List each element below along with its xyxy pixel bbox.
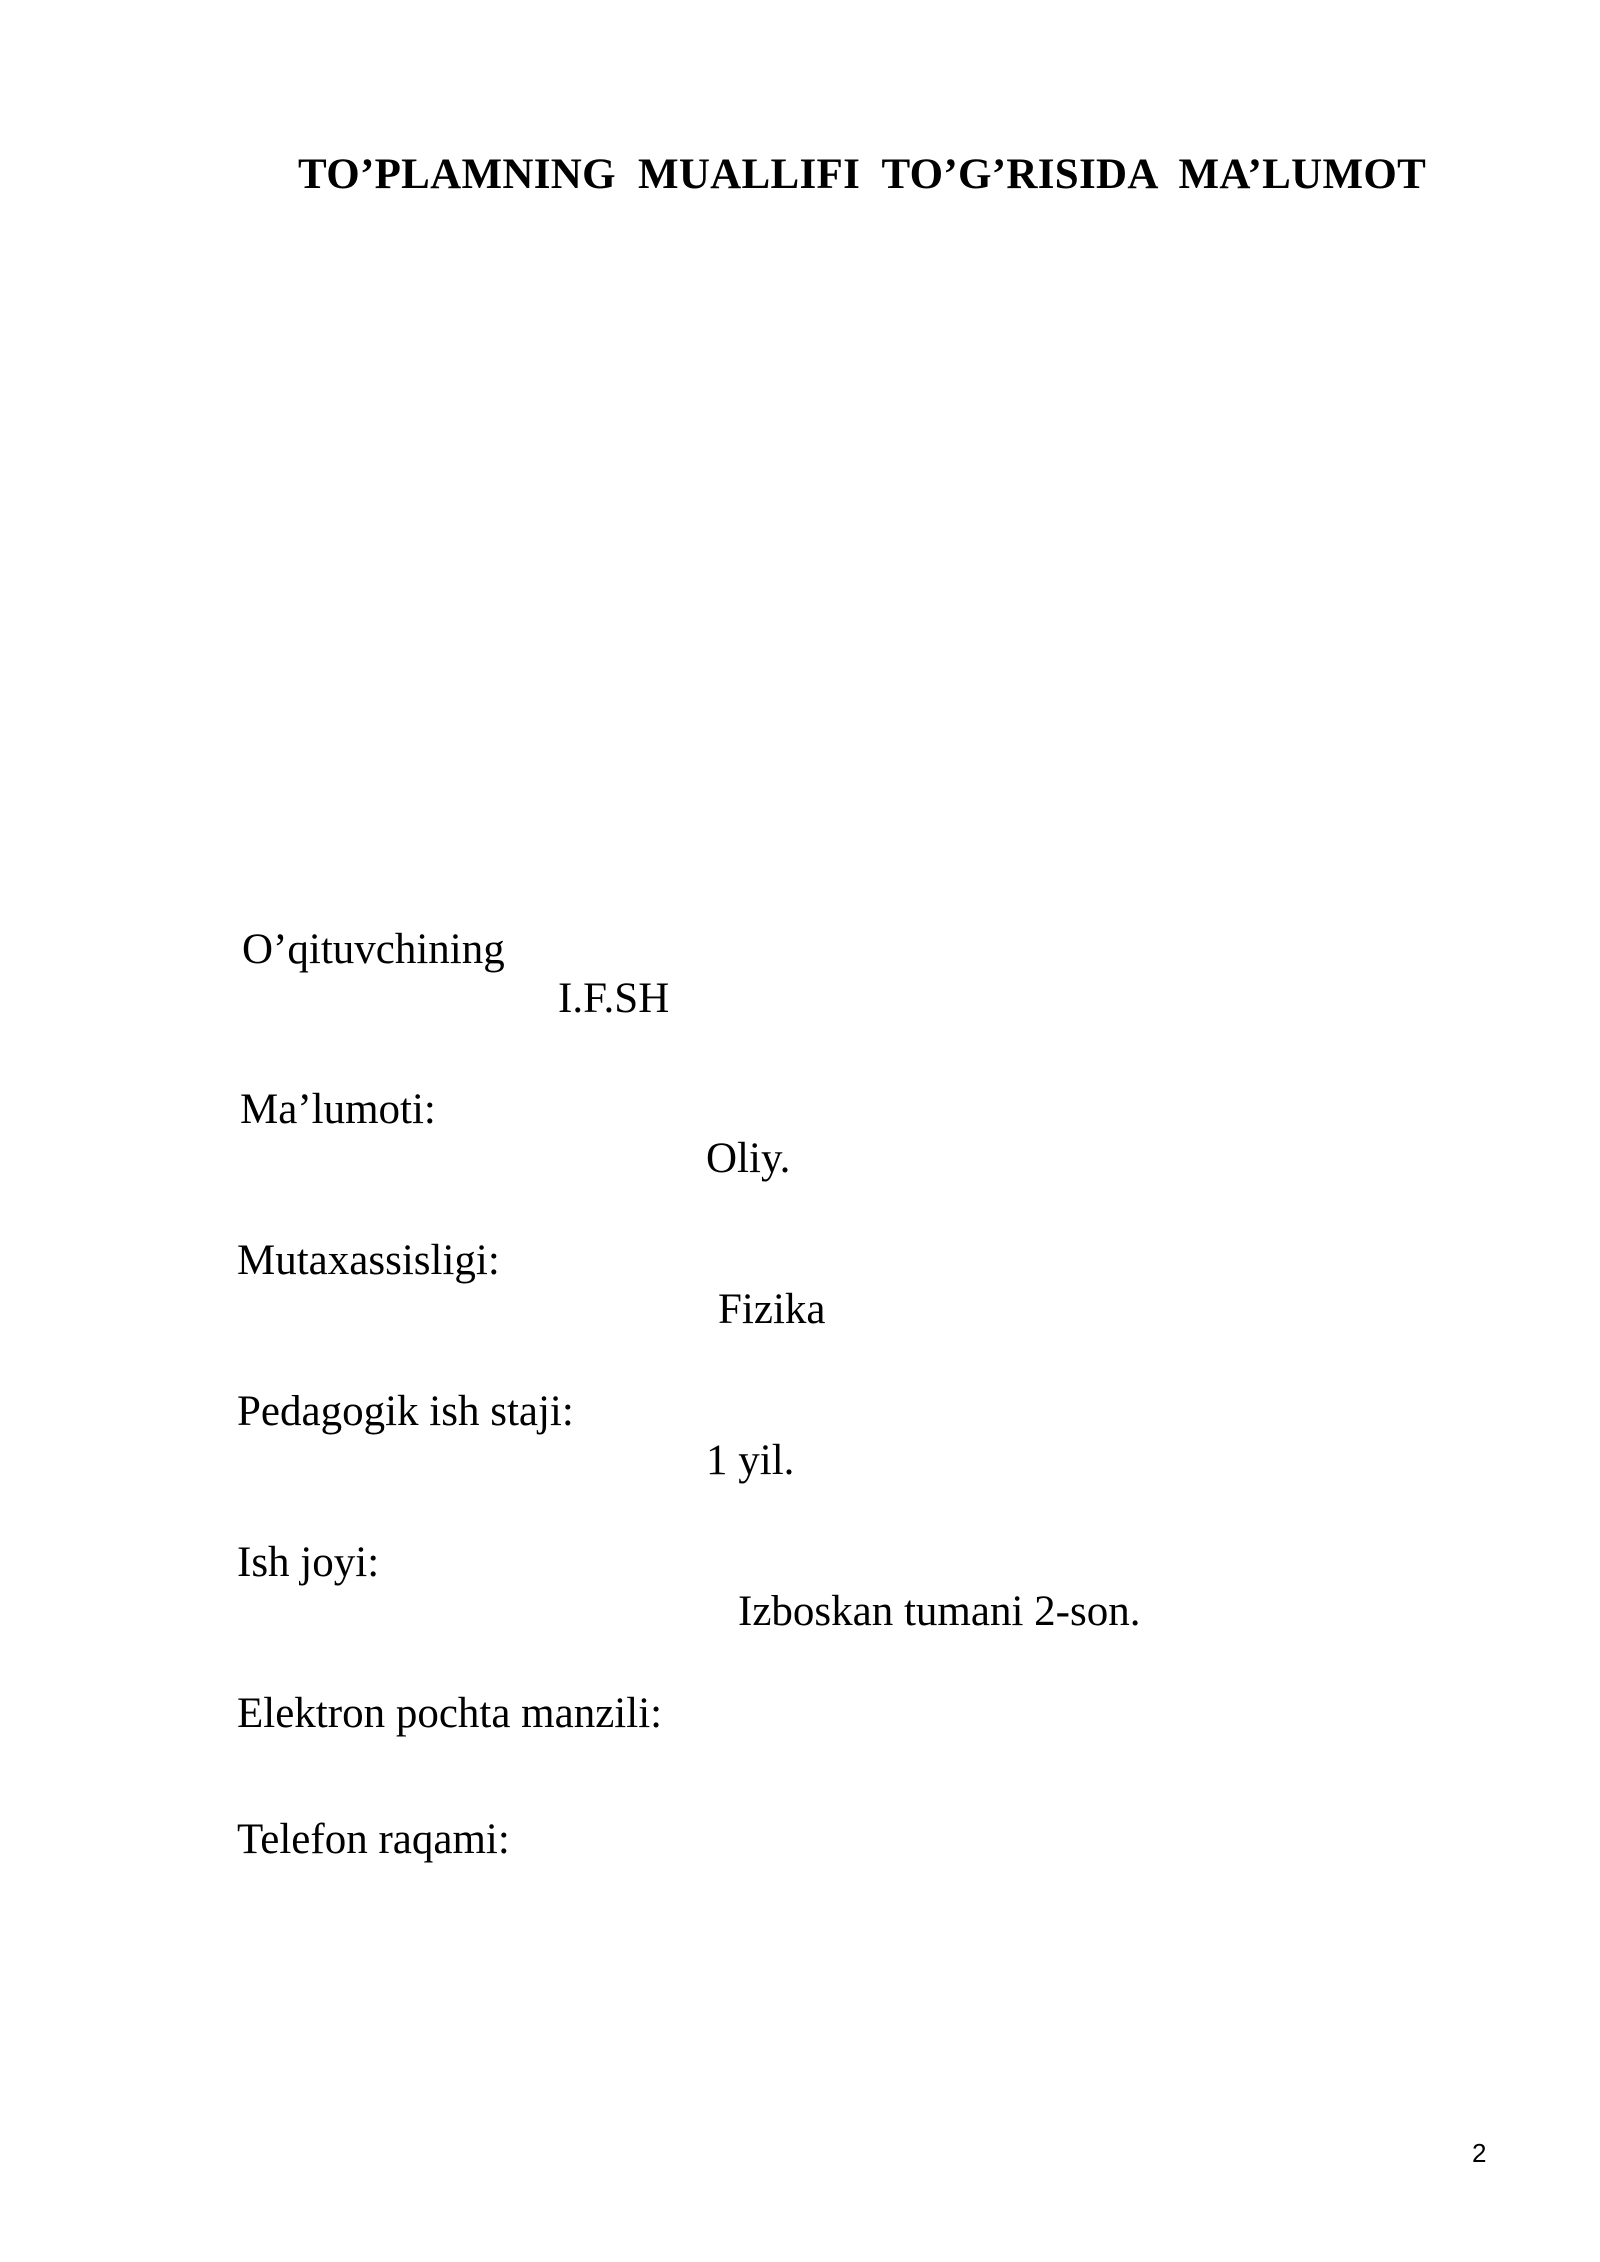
field-value: Oliy. (706, 1135, 791, 1182)
field-value: I.F.SH (558, 975, 670, 1022)
field-value: Fizika (718, 1286, 826, 1333)
field-label: Ish joyi: (237, 1539, 380, 1586)
page-number: 2 (1472, 2138, 1487, 2168)
field-label: Telefon raqami: (237, 1816, 510, 1863)
field-value: 1 yil. (706, 1437, 795, 1484)
field-phone (0, 1766, 510, 1962)
field-label: Elektron pochta manzili: (237, 1690, 663, 1737)
field-label: Mutaxassisligi: (237, 1237, 500, 1284)
field-label: Pedagogik ish staji: (237, 1388, 574, 1435)
field-label: Ma’lumoti: (240, 1086, 436, 1133)
document-title: TO’PLAMNING MUALLIFI TO’G’RISIDA MA’LUMOT (298, 151, 1427, 198)
field-value: Izboskan tumani 2-son. (738, 1588, 1141, 1635)
field-label: O’qituvchining (242, 926, 505, 973)
